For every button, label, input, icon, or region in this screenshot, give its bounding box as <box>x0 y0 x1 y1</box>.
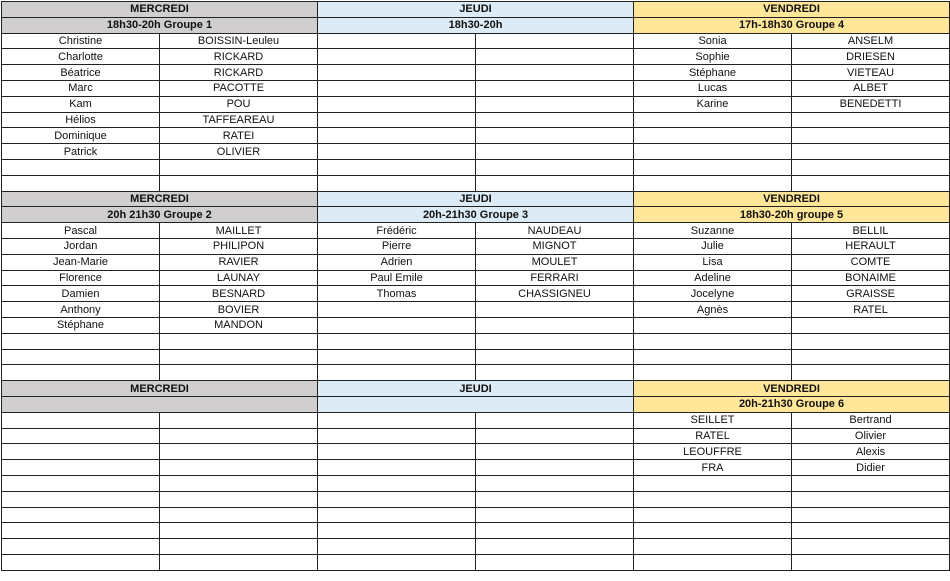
second-column-cell[interactable]: RAVIER <box>160 254 318 270</box>
first-column-cell[interactable]: LEOUFFRE <box>634 444 792 460</box>
first-column-cell[interactable]: Marc <box>2 80 160 96</box>
second-column-cell[interactable] <box>476 507 634 523</box>
first-column-cell[interactable] <box>2 412 160 428</box>
table-row <box>2 302 950 318</box>
table-row <box>2 223 950 239</box>
first-column-cell[interactable] <box>318 333 476 349</box>
second-column-cell[interactable] <box>476 554 634 570</box>
first-column-cell[interactable] <box>634 112 792 128</box>
first-column-cell[interactable]: Kam <box>2 96 160 112</box>
second-column-cell[interactable]: RATEL <box>792 302 950 318</box>
second-column-cell[interactable]: MAILLET <box>160 223 318 239</box>
first-column-cell[interactable] <box>2 444 160 460</box>
first-column-cell[interactable] <box>318 460 476 476</box>
first-column-cell[interactable] <box>318 302 476 318</box>
table-row <box>2 428 950 444</box>
second-column-cell[interactable] <box>160 333 318 349</box>
second-column-cell[interactable] <box>476 475 634 491</box>
first-column-cell[interactable] <box>634 333 792 349</box>
second-column-cell[interactable]: BELLIL <box>792 223 950 239</box>
table-row <box>2 80 950 96</box>
second-column-cell[interactable] <box>476 80 634 96</box>
second-column-cell[interactable] <box>160 175 318 191</box>
first-column-cell[interactable] <box>634 349 792 365</box>
second-column-cell[interactable]: OLIVIER <box>160 144 318 160</box>
day-label-jeudi: JEUDI <box>318 191 634 207</box>
first-column-cell[interactable] <box>2 365 160 381</box>
second-column-cell[interactable]: GRAISSE <box>792 286 950 302</box>
table-row <box>2 33 950 49</box>
second-column-cell[interactable] <box>792 475 950 491</box>
table-row <box>2 65 950 81</box>
first-column-cell[interactable]: Thomas <box>318 286 476 302</box>
first-column-cell[interactable]: SEILLET <box>634 412 792 428</box>
first-column-cell[interactable] <box>634 539 792 555</box>
table-row <box>2 238 950 254</box>
second-column-cell[interactable]: POU <box>160 96 318 112</box>
session-label: 20h-21h30 Groupe 6 <box>634 396 950 412</box>
second-column-cell[interactable] <box>160 349 318 365</box>
second-column-cell[interactable]: MIGNOT <box>476 238 634 254</box>
second-column-cell[interactable]: RICKARD <box>160 49 318 65</box>
session-label: 20h-21h30 Groupe 3 <box>318 207 634 223</box>
second-column-cell[interactable] <box>160 460 318 476</box>
first-column-cell[interactable]: FRA <box>634 460 792 476</box>
second-column-cell[interactable] <box>792 491 950 507</box>
first-column-cell[interactable]: Adeline <box>634 270 792 286</box>
first-column-cell[interactable] <box>318 65 476 81</box>
second-column-cell[interactable] <box>792 112 950 128</box>
second-column-cell[interactable]: VIETEAU <box>792 65 950 81</box>
second-column-cell[interactable] <box>160 475 318 491</box>
first-column-cell[interactable] <box>318 175 476 191</box>
schedule-table <box>1 1 950 571</box>
second-column-cell[interactable]: Olivier <box>792 428 950 444</box>
first-column-cell[interactable]: Karine <box>634 96 792 112</box>
first-column-cell[interactable]: Anthony <box>2 302 160 318</box>
table-row <box>2 49 950 65</box>
second-column-cell[interactable]: Bertrand <box>792 412 950 428</box>
second-column-cell[interactable]: MANDON <box>160 317 318 333</box>
table-row <box>2 159 950 175</box>
second-column-cell[interactable] <box>476 539 634 555</box>
second-column-cell[interactable] <box>160 428 318 444</box>
second-column-cell[interactable] <box>476 33 634 49</box>
first-column-cell[interactable] <box>2 333 160 349</box>
second-column-cell[interactable] <box>476 523 634 539</box>
second-column-cell[interactable]: RATEI <box>160 128 318 144</box>
table-row <box>2 365 950 381</box>
first-column-cell[interactable] <box>2 428 160 444</box>
first-column-cell[interactable]: Stéphane <box>2 317 160 333</box>
second-column-cell[interactable]: COMTE <box>792 254 950 270</box>
first-column-cell[interactable]: Jean-Marie <box>2 254 160 270</box>
second-column-cell[interactable]: DRIESEN <box>792 49 950 65</box>
first-column-cell[interactable] <box>318 80 476 96</box>
first-column-cell[interactable] <box>634 159 792 175</box>
day-label-jeudi: JEUDI <box>318 381 634 397</box>
second-column-cell[interactable] <box>792 175 950 191</box>
table-row <box>2 96 950 112</box>
second-column-cell[interactable] <box>160 539 318 555</box>
day-header-row <box>2 381 950 397</box>
first-column-cell[interactable] <box>634 317 792 333</box>
day-label-mercredi: MERCREDI <box>2 381 318 397</box>
second-column-cell[interactable] <box>160 507 318 523</box>
second-column-cell[interactable] <box>792 144 950 160</box>
first-column-cell[interactable]: Julie <box>634 238 792 254</box>
second-column-cell[interactable]: TAFFEAREAU <box>160 112 318 128</box>
first-column-cell[interactable] <box>2 159 160 175</box>
table-row <box>2 507 950 523</box>
session-header-row <box>2 207 950 223</box>
day-label-mercredi: MERCREDI <box>2 191 318 207</box>
first-column-cell[interactable]: Lucas <box>634 80 792 96</box>
first-column-cell[interactable] <box>634 365 792 381</box>
first-column-cell[interactable] <box>318 491 476 507</box>
session-label: 18h30-20h <box>318 17 634 33</box>
second-column-cell[interactable]: PHILIPON <box>160 238 318 254</box>
first-column-cell[interactable] <box>2 175 160 191</box>
second-column-cell[interactable] <box>160 444 318 460</box>
second-column-cell[interactable] <box>792 554 950 570</box>
first-column-cell[interactable]: Patrick <box>2 144 160 160</box>
first-column-cell[interactable] <box>318 444 476 460</box>
first-column-cell[interactable]: Adrien <box>318 254 476 270</box>
first-column-cell[interactable]: Béatrice <box>2 65 160 81</box>
first-column-cell[interactable] <box>318 428 476 444</box>
first-column-cell[interactable] <box>2 539 160 555</box>
first-column-cell[interactable] <box>318 365 476 381</box>
first-column-cell[interactable] <box>318 349 476 365</box>
second-column-cell[interactable]: BONAIME <box>792 270 950 286</box>
first-column-cell[interactable] <box>634 128 792 144</box>
second-column-cell[interactable] <box>476 96 634 112</box>
table-row <box>2 444 950 460</box>
second-column-cell[interactable] <box>160 523 318 539</box>
second-column-cell[interactable]: Didier <box>792 460 950 476</box>
second-column-cell[interactable] <box>476 144 634 160</box>
session-header-row <box>2 396 950 412</box>
second-column-cell[interactable] <box>476 175 634 191</box>
table-row <box>2 491 950 507</box>
session-label <box>2 396 318 412</box>
second-column-cell[interactable] <box>160 412 318 428</box>
second-column-cell[interactable] <box>476 49 634 65</box>
first-column-cell[interactable] <box>318 317 476 333</box>
first-column-cell[interactable] <box>2 460 160 476</box>
table-row <box>2 460 950 476</box>
first-column-cell[interactable] <box>318 159 476 175</box>
second-column-cell[interactable] <box>476 333 634 349</box>
first-column-cell[interactable]: Charlotte <box>2 49 160 65</box>
second-column-cell[interactable] <box>476 302 634 318</box>
table-row <box>2 412 950 428</box>
first-column-cell[interactable]: Pierre <box>318 238 476 254</box>
day-header-row <box>2 2 950 18</box>
second-column-cell[interactable]: CHASSIGNEU <box>476 286 634 302</box>
table-row <box>2 270 950 286</box>
day-label-vendredi: VENDREDI <box>634 381 950 397</box>
table-row <box>2 539 950 555</box>
second-column-cell[interactable]: ANSELM <box>792 33 950 49</box>
first-column-cell[interactable] <box>318 33 476 49</box>
second-column-cell[interactable] <box>476 317 634 333</box>
second-column-cell[interactable]: Alexis <box>792 444 950 460</box>
session-label: 18h30-20h groupe 5 <box>634 207 950 223</box>
second-column-cell[interactable] <box>476 65 634 81</box>
day-header-row <box>2 191 950 207</box>
second-column-cell[interactable] <box>476 349 634 365</box>
first-column-cell[interactable]: Florence <box>2 270 160 286</box>
day-label-jeudi: JEUDI <box>318 2 634 18</box>
first-column-cell[interactable]: Lisa <box>634 254 792 270</box>
first-column-cell[interactable] <box>318 49 476 65</box>
first-column-cell[interactable] <box>318 539 476 555</box>
first-column-cell[interactable] <box>634 554 792 570</box>
second-column-cell[interactable] <box>792 539 950 555</box>
first-column-cell[interactable] <box>2 491 160 507</box>
second-column-cell[interactable]: ALBET <box>792 80 950 96</box>
first-column-cell[interactable]: Stéphane <box>634 65 792 81</box>
table-row <box>2 475 950 491</box>
second-column-cell[interactable] <box>160 491 318 507</box>
session-label: 20h 21h30 Groupe 2 <box>2 207 318 223</box>
first-column-cell[interactable] <box>318 412 476 428</box>
first-column-cell[interactable] <box>2 349 160 365</box>
second-column-cell[interactable] <box>792 507 950 523</box>
first-column-cell[interactable]: RATEL <box>634 428 792 444</box>
second-column-cell[interactable]: FERRARI <box>476 270 634 286</box>
first-column-cell[interactable]: Damien <box>2 286 160 302</box>
first-column-cell[interactable]: Sophie <box>634 49 792 65</box>
day-label-mercredi: MERCREDI <box>2 2 318 18</box>
second-column-cell[interactable] <box>476 112 634 128</box>
second-column-cell[interactable]: HERAULT <box>792 238 950 254</box>
second-column-cell[interactable]: BOVIER <box>160 302 318 318</box>
second-column-cell[interactable] <box>792 523 950 539</box>
first-column-cell[interactable] <box>318 475 476 491</box>
first-column-cell[interactable] <box>634 475 792 491</box>
first-column-cell[interactable] <box>318 554 476 570</box>
second-column-cell[interactable]: RICKARD <box>160 65 318 81</box>
first-column-cell[interactable]: Jocelyne <box>634 286 792 302</box>
second-column-cell[interactable] <box>476 412 634 428</box>
second-column-cell[interactable] <box>476 365 634 381</box>
second-column-cell[interactable] <box>792 317 950 333</box>
first-column-cell[interactable]: Agnès <box>634 302 792 318</box>
second-column-cell[interactable]: MOULET <box>476 254 634 270</box>
table-row <box>2 128 950 144</box>
second-column-cell[interactable] <box>476 428 634 444</box>
day-label-vendredi: VENDREDI <box>634 2 950 18</box>
first-column-cell[interactable] <box>318 523 476 539</box>
second-column-cell[interactable]: PACOTTE <box>160 80 318 96</box>
second-column-cell[interactable] <box>476 444 634 460</box>
first-column-cell[interactable] <box>2 475 160 491</box>
session-label <box>318 396 634 412</box>
first-column-cell[interactable] <box>2 523 160 539</box>
first-column-cell[interactable]: Suzanne <box>634 223 792 239</box>
first-column-cell[interactable]: Christine <box>2 33 160 49</box>
session-header-row <box>2 17 950 33</box>
schedule-body <box>2 2 950 571</box>
second-column-cell[interactable] <box>476 128 634 144</box>
table-row <box>2 349 950 365</box>
first-column-cell[interactable]: Sonia <box>634 33 792 49</box>
first-column-cell[interactable]: Jordan <box>2 238 160 254</box>
session-label: 18h30-20h Groupe 1 <box>2 17 318 33</box>
second-column-cell[interactable] <box>476 460 634 476</box>
first-column-cell[interactable] <box>318 144 476 160</box>
table-row <box>2 175 950 191</box>
table-row <box>2 333 950 349</box>
first-column-cell[interactable] <box>318 96 476 112</box>
first-column-cell[interactable] <box>318 112 476 128</box>
second-column-cell[interactable] <box>792 349 950 365</box>
first-column-cell[interactable] <box>318 128 476 144</box>
second-column-cell[interactable]: BENEDETTI <box>792 96 950 112</box>
table-row <box>2 554 950 570</box>
table-row <box>2 112 950 128</box>
first-column-cell[interactable] <box>318 507 476 523</box>
table-row <box>2 144 950 160</box>
first-column-cell[interactable] <box>634 491 792 507</box>
first-column-cell[interactable] <box>634 523 792 539</box>
second-column-cell[interactable] <box>792 159 950 175</box>
second-column-cell[interactable] <box>476 159 634 175</box>
first-column-cell[interactable]: Paul Emile <box>318 270 476 286</box>
second-column-cell[interactable]: LAUNAY <box>160 270 318 286</box>
first-column-cell[interactable]: Hélios <box>2 112 160 128</box>
first-column-cell[interactable] <box>2 554 160 570</box>
first-column-cell[interactable] <box>2 507 160 523</box>
second-column-cell[interactable] <box>160 554 318 570</box>
day-label-vendredi: VENDREDI <box>634 191 950 207</box>
first-column-cell[interactable]: Dominique <box>2 128 160 144</box>
second-column-cell[interactable] <box>476 491 634 507</box>
first-column-cell[interactable] <box>634 144 792 160</box>
table-row <box>2 523 950 539</box>
table-row <box>2 286 950 302</box>
second-column-cell[interactable]: NAUDEAU <box>476 223 634 239</box>
first-column-cell[interactable]: Frédéric <box>318 223 476 239</box>
second-column-cell[interactable] <box>792 128 950 144</box>
second-column-cell[interactable] <box>160 159 318 175</box>
second-column-cell[interactable]: BESNARD <box>160 286 318 302</box>
second-column-cell[interactable] <box>792 333 950 349</box>
table-row <box>2 317 950 333</box>
second-column-cell[interactable] <box>160 365 318 381</box>
second-column-cell[interactable] <box>792 365 950 381</box>
first-column-cell[interactable] <box>634 175 792 191</box>
table-row <box>2 254 950 270</box>
first-column-cell[interactable]: Pascal <box>2 223 160 239</box>
second-column-cell[interactable]: BOISSIN-Leuleu <box>160 33 318 49</box>
session-label: 17h-18h30 Groupe 4 <box>634 17 950 33</box>
first-column-cell[interactable] <box>634 507 792 523</box>
